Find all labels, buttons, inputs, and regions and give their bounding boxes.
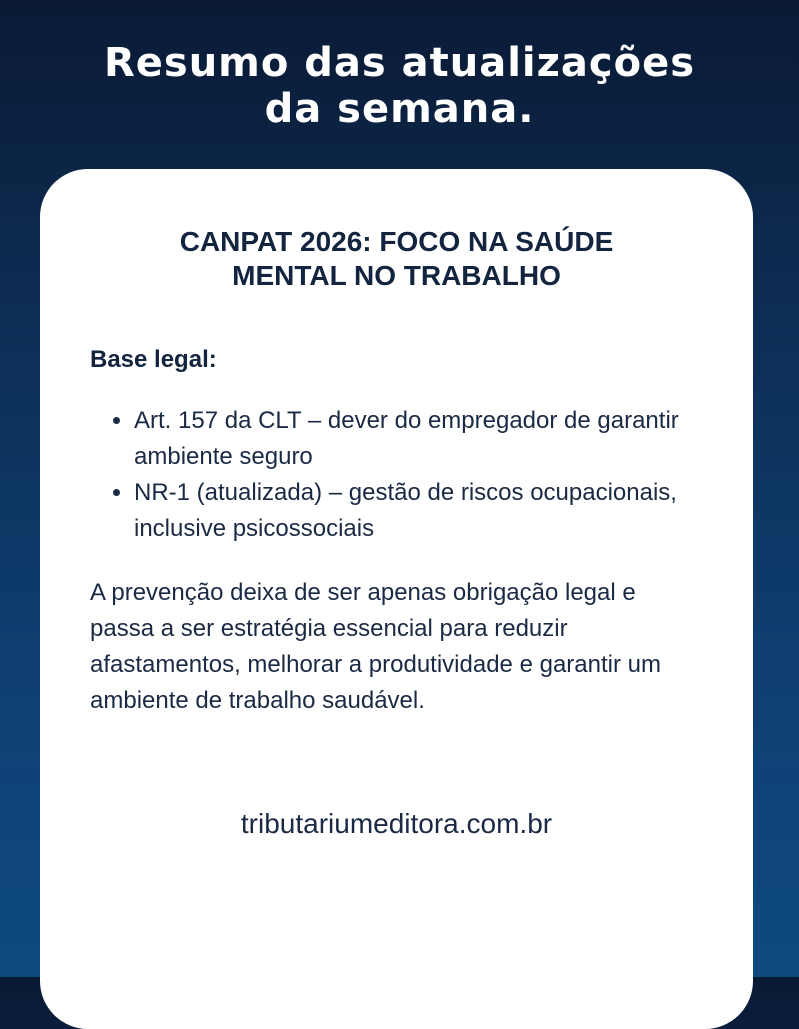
headline-line-1: Resumo das atualizações [103, 40, 696, 86]
card-title-line-1: CANPAT 2026: FOCO NA SAÚDE [179, 226, 614, 257]
headline-line-2: da semana. [264, 86, 535, 132]
content-card [40, 169, 753, 1029]
legal-basis-list [90, 403, 703, 547]
card-title [90, 225, 703, 293]
summary-paragraph: A prevenção deixa de ser apenas obrigação legal e passa a ser estratégia essencial para reduzir afastamentos, melhorar a produtividade e garantir um ambiente de trabalho saudável. [90, 579, 661, 714]
website-link[interactable]: tributariumeditora.com.br [240, 808, 553, 839]
section-label-base-legal: Base legal: [90, 346, 217, 373]
list-item: • Art. 157 da CLT – dever do empregador de garantir ambiente seguro [134, 403, 703, 475]
list-item: • NR-1 (atualizada) – gestão de riscos ocupacionais, inclusive psicossociais [134, 475, 703, 547]
card-title-line-2: MENTAL NO TRABALHO [232, 260, 561, 291]
page-headline [0, 40, 799, 132]
